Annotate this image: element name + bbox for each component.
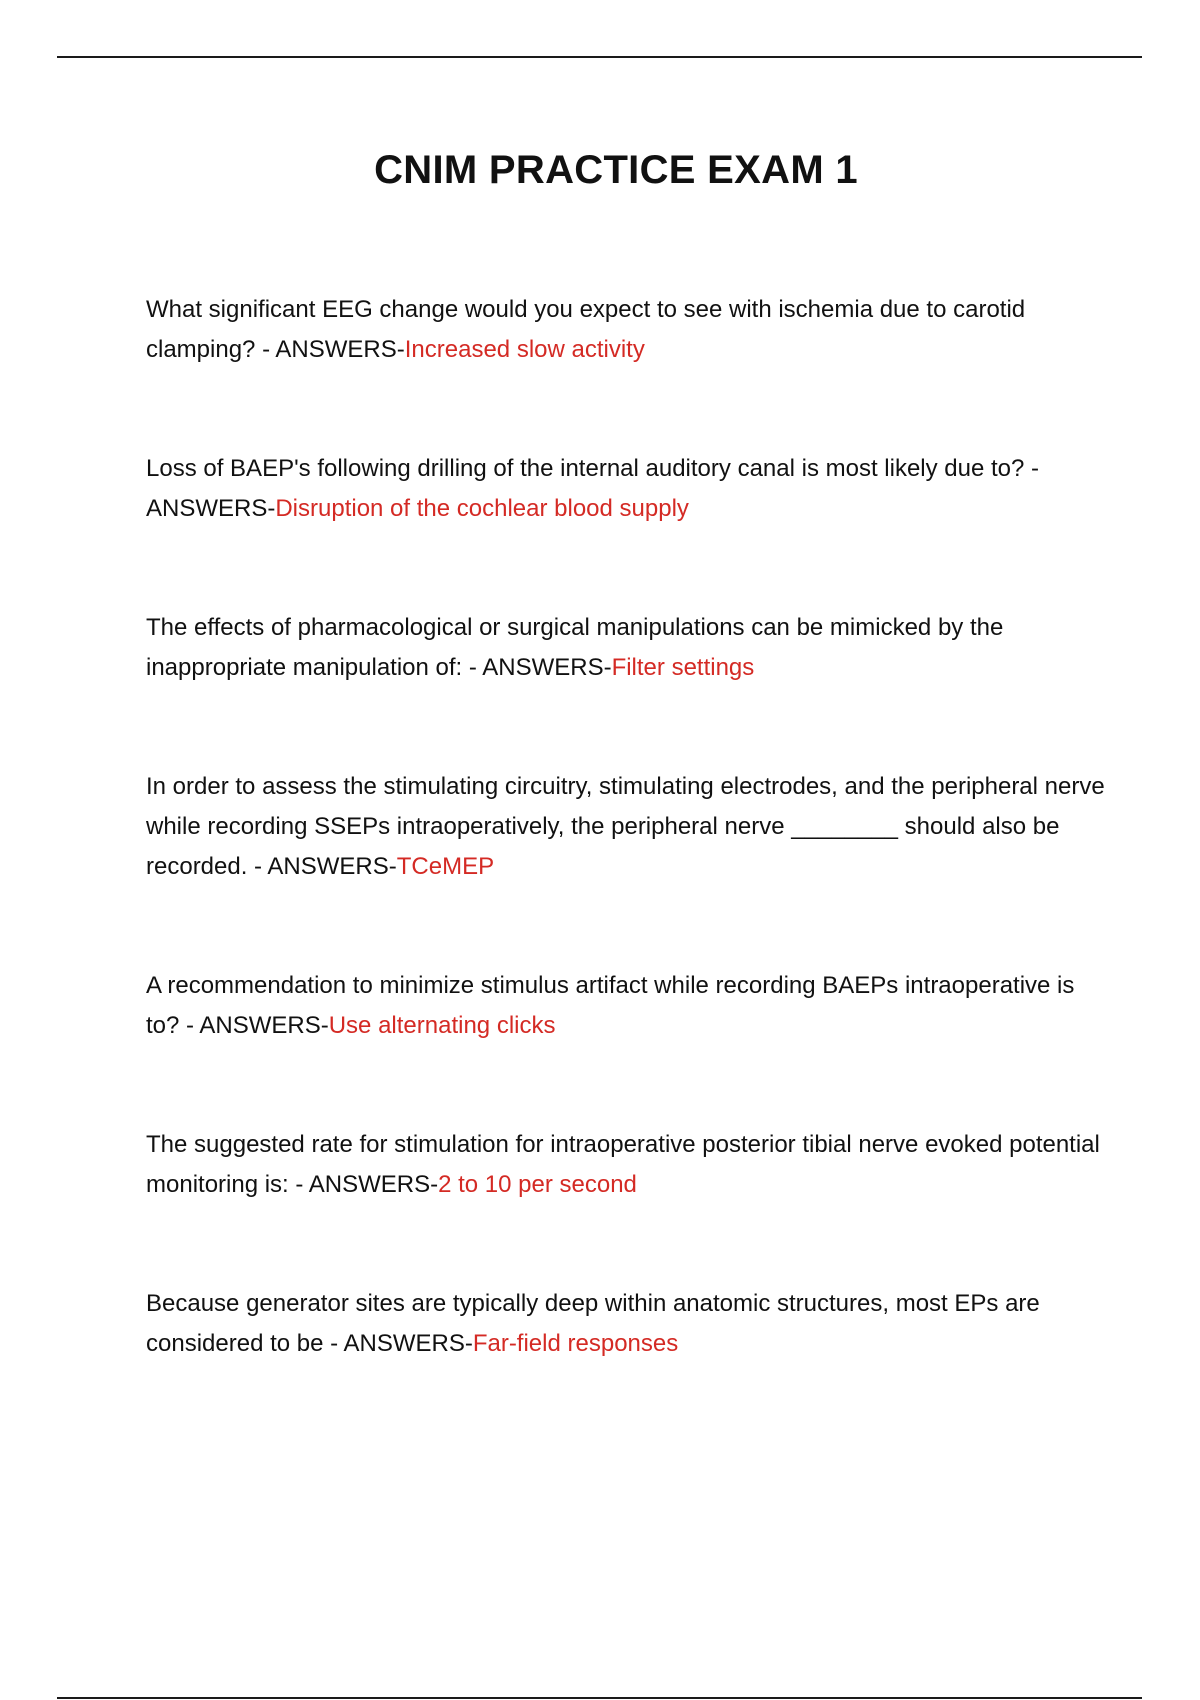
answer-text: Increased slow activity [404,336,645,363]
answer-text: 2 to 10 per second [438,1171,637,1198]
answer-label: - ANSWERS- [179,1012,329,1039]
answer-label: - ANSWERS- [146,455,1040,522]
qa-item-3 [146,608,1106,688]
question-text: A recommendation to minimize stimulus artifact while recording BAEPs intraoperative is to? [146,972,1075,1039]
question-text: The effects of pharmacological or surgical manipulations can be mimicked by the inappropriate manipulation of: [146,614,1004,681]
answer-label: - ANSWERS- [462,654,612,681]
question-text: In order to assess the stimulating circuitry, stimulating electrodes, and the peripheral nerve while recording SSEPs intraoperatively, the peripheral nerve ________ should also be recorded. [146,773,1105,880]
answer-label: - ANSWERS- [247,853,397,880]
qa-item-6 [146,1125,1106,1205]
document-title: CNIM PRACTICE EXAM 1 [374,148,858,192]
answer-label: - ANSWERS- [323,1330,473,1357]
question-text: The suggested rate for stimulation for intraoperative posterior tibial nerve evoked potential monitoring is: [146,1131,1100,1198]
answer-text: TCeMEP [396,853,495,880]
qa-item-2 [146,449,1106,529]
footer-rule [57,1697,1142,1699]
answer-text: Use alternating clicks [328,1012,556,1039]
qa-item-4 [146,767,1106,887]
question-text: Because generator sites are typically deep within anatomic structures, most EPs are considered to be [146,1290,1040,1357]
qa-item-1 [146,290,1106,370]
question-text: What significant EEG change would you expect to see with ischemia due to carotid clamping? [146,296,1026,363]
question-list [146,290,1106,1443]
qa-item-7 [146,1284,1106,1364]
question-text: Loss of BAEP's following drilling of the internal auditory canal is most likely due to? [146,455,1025,482]
answer-label: - ANSWERS- [255,336,405,363]
answer-text: Filter settings [611,654,755,681]
answer-text: Disruption of the cochlear blood supply [275,495,689,522]
header-rule [57,56,1142,58]
answer-text: Far-field responses [472,1330,679,1357]
qa-item-5 [146,966,1106,1046]
answer-label: - ANSWERS- [288,1171,439,1198]
